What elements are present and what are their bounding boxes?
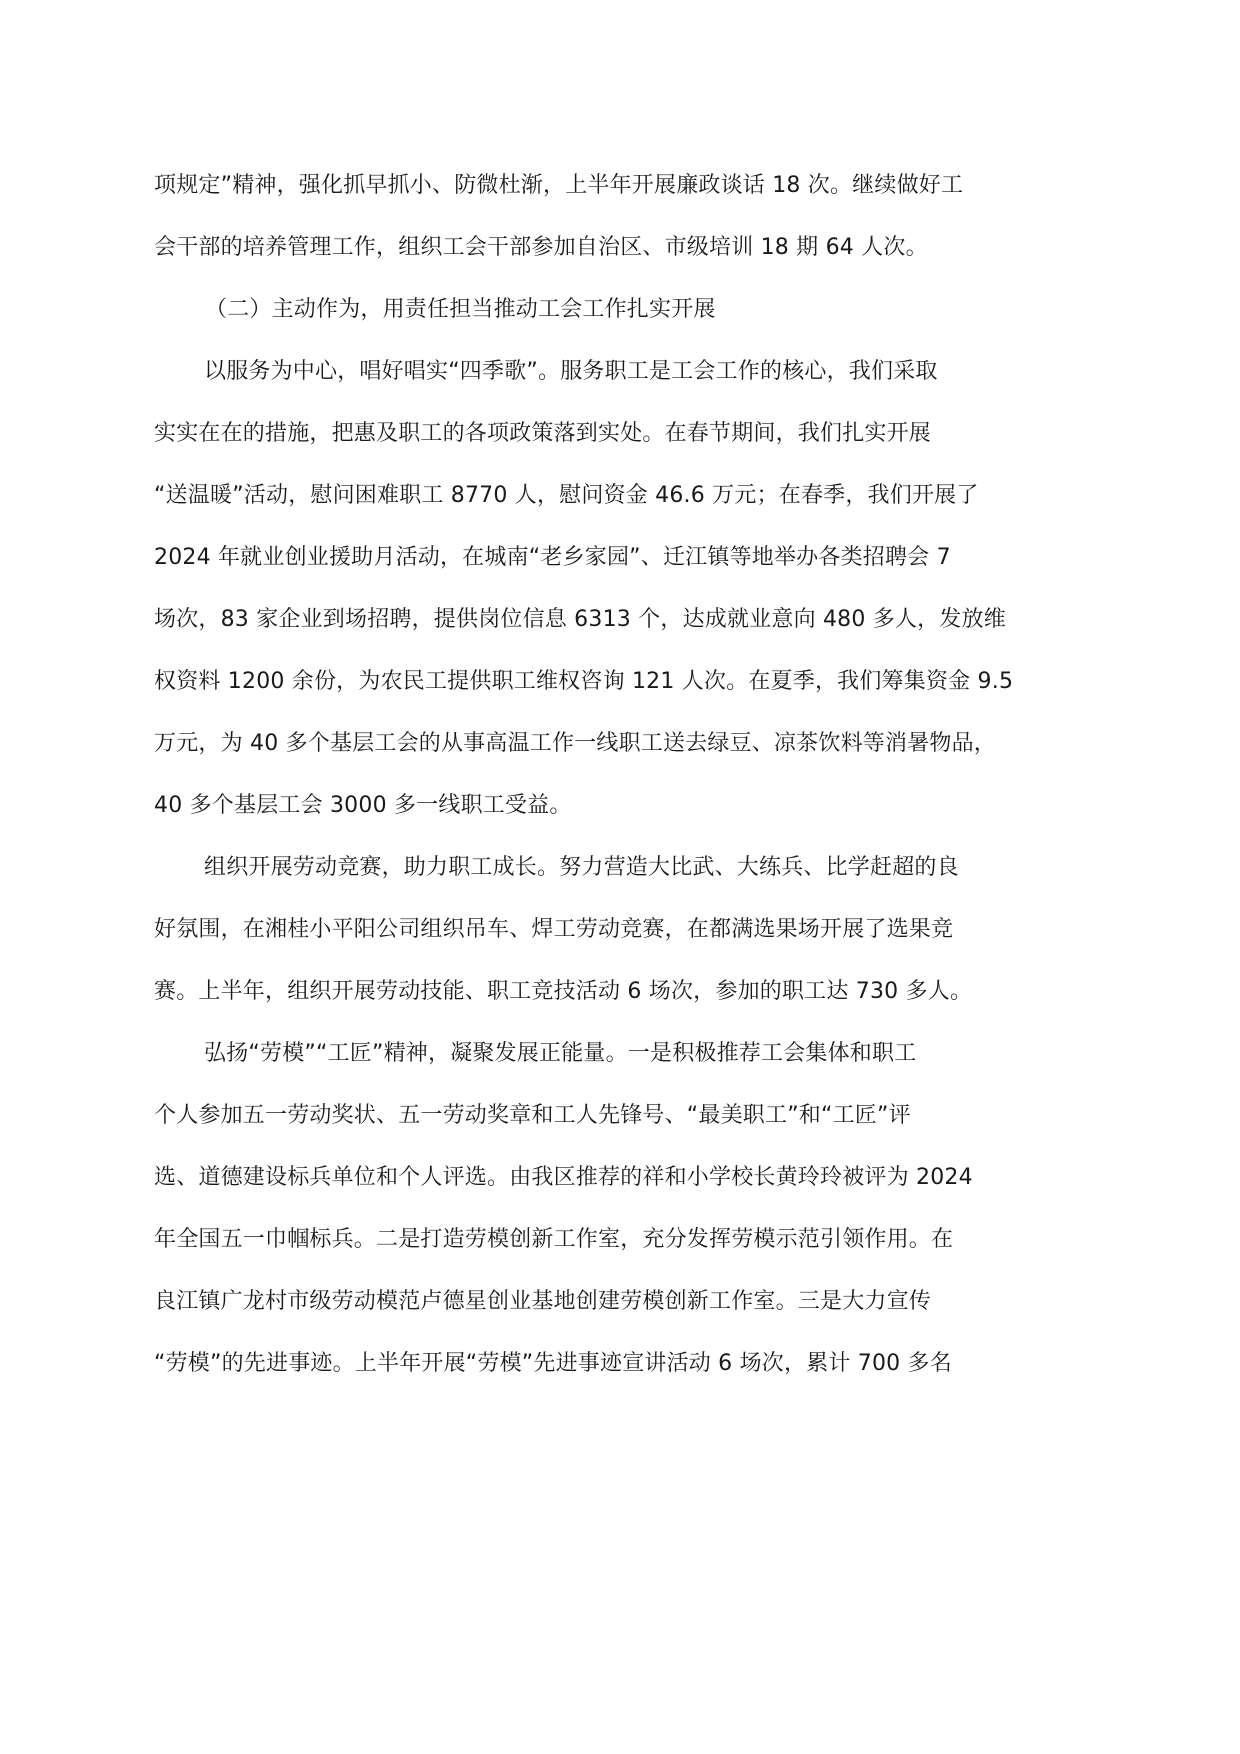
text-line-9: 权资料 1200 余份，为农民工提供职工维权咨询 121 人次。在夏季，我们筹集资金 9.5 [154, 669, 1014, 694]
text-line-2: 会干部的培养管理工作，组织工会干部参加自治区、市级培训 18 期 64 人次。 [154, 235, 928, 260]
text-line-5: 实实在在的措施，把惠及职工的各项政策落到实处。在春节期间，我们扎实开展 [154, 421, 932, 446]
text-line-16: 个人参加五一劳动奖状、五一劳动奖章和工人先锋号、“最美职工”和“工匠”评 [154, 1103, 911, 1128]
text-line-1: 项规定”精神，强化抓早抓小、防微杜渐，上半年开展廉政谈话 18 次。继续做好工 [154, 173, 964, 198]
text-line-17: 选、道德建设标兵单位和个人评选。由我区推荐的祥和小学校长黄玲玲被评为 2024 [154, 1165, 973, 1190]
paragraph-start-line: 以服务为中心，唱好唱实“四季歌”。服务职工是工会工作的核心，我们采取 [204, 359, 938, 384]
text-line-13: 好氛围，在湘桂小平阳公司组织吊车、焊工劳动竞赛，在都满选果场开展了选果竞 [154, 917, 954, 942]
text-line-6: “送温暖”活动，慰问困难职工 8770 人，慰问资金 46.6 万元；在春季，我们开展了 [154, 483, 979, 508]
text-line-10: 万元，为 40 多个基层工会的从事高温工作一线职工送去绿豆、凉茶饮料等消暑物品， [154, 731, 996, 756]
paragraph-start-line: 组织开展劳动竞赛，助力职工成长。努力营造大比武、大练兵、比学赶超的良 [204, 855, 959, 880]
text-line-7: 2024 年就业创业援助月活动，在城南“老乡家园”、迁江镇等地举办各类招聘会 7 [154, 545, 951, 570]
paragraph-start-line: 弘扬“劳模”“工匠”精神，凝聚发展正能量。一是积极推荐工会集体和职工 [204, 1041, 917, 1066]
text-line-19: 良江镇广龙村市级劳动模范卢德星创业基地创建劳模创新工作室。三是大力宣传 [154, 1289, 932, 1314]
text-line-18: 年全国五一巾帼标兵。二是打造劳模创新工作室，充分发挥劳模示范引领作用。在 [154, 1227, 954, 1252]
section-heading: （二）主动作为，用责任担当推动工会工作扎实开展 [205, 297, 716, 322]
text-line-11: 40 多个基层工会 3000 多一线职工受益。 [154, 793, 572, 818]
text-line-20: “劳模”的先进事迹。上半年开展“劳模”先进事迹宣讲活动 6 场次，累计 700 多名 [154, 1351, 952, 1376]
text-line-14: 赛。上半年，组织开展劳动技能、职工竞技活动 6 场次，参加的职工达 730 多人。 [154, 979, 973, 1004]
text-line-8: 场次，83 家企业到场招聘，提供岗位信息 6313 个，达成就业意向 480 多人，发放维 [154, 607, 1006, 632]
